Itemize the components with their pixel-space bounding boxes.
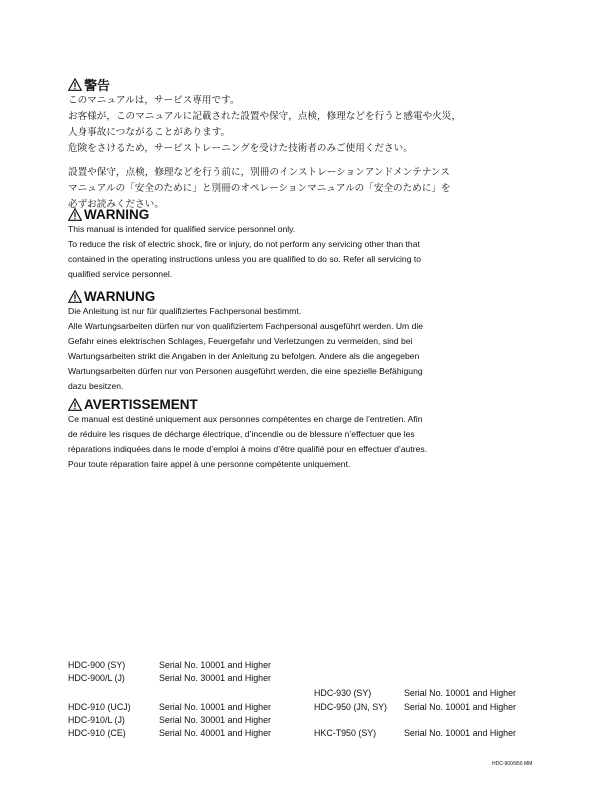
japanese-note-line: マニュアルの「安全のために」と別冊のオペレーションマニュアルの「安全のために」を	[68, 183, 451, 194]
german-warning-line: Wartungsarbeiten dürfen nur von Personen ausgeführt werden, die eine spezielle Befähigung	[68, 366, 423, 376]
english-warning-title: WARNING	[84, 206, 150, 222]
english-warning-section	[68, 206, 488, 282]
model-name: HKC-T950 (SY)	[314, 728, 377, 738]
model-name: HDC-910 (CE)	[68, 728, 126, 738]
warning-triangle-icon	[68, 290, 82, 303]
japanese-warning-line: このマニュアルは，サービス専用です。	[68, 95, 240, 106]
french-warning-line: de réduire les risques de décharge électrique, d’incendie ou de blessure n’effectuer que les	[68, 429, 415, 439]
serial-range: Serial No. 30001 and Higher	[159, 673, 271, 683]
japanese-warning-title: 警告	[84, 78, 111, 94]
french-warning-title: AVERTISSEMENT	[84, 396, 198, 412]
french-warning-heading	[68, 396, 488, 412]
model-name: HDC-930 (SY)	[314, 688, 372, 698]
french-warning-line: Pour toute réparation faire appel à une personne compétente uniquement.	[68, 459, 351, 469]
japanese-note-line: 設置や保守，点検，修理などを行う前に，別冊のインストレーションアンドメンテナンス	[68, 167, 450, 178]
english-warning-line: This manual is intended for qualified service personnel only.	[68, 224, 296, 234]
french-warning-line: réparations indiquées dans le mode d’emploi à moins d’être qualifié pour en effectuer d’autres.	[68, 444, 428, 454]
german-warning-line: Wartungsarbeiten strikt die Angaben in der Anleitung zu befolgen. Andere als die angegeben	[68, 351, 420, 361]
german-warning-line: Die Anleitung ist nur für qualifiziertes Fachpersonal bestimmt.	[68, 306, 302, 316]
english-warning-line: To reduce the risk of electric shock, fire or injury, do not perform any servicing other than that	[68, 239, 420, 249]
serial-number-table	[68, 660, 548, 750]
french-warning-section	[68, 396, 488, 472]
english-warning-line: qualified service personnel.	[68, 269, 173, 279]
model-name: HDC-950 (JN, SY)	[314, 702, 387, 712]
german-warning-line: Alle Wartungsarbeiten dürfen nur von qualifiziertem Fachpersonal ausgeführt werden. Um die	[68, 321, 424, 331]
japanese-warning-section	[68, 76, 488, 213]
german-warning-line: Gefahr eines elektrischen Schlages, Feuergefahr und Verletzungen zu vermeiden, sind bei	[68, 336, 413, 346]
german-warning-section	[68, 288, 488, 394]
warning-triangle-icon	[68, 78, 82, 91]
english-warning-heading	[68, 206, 488, 222]
serial-range: Serial No. 40001 and Higher	[159, 728, 271, 738]
japanese-warning-line: 人身事故につながることがあります。	[68, 127, 231, 138]
german-warning-title: WARNUNG	[84, 288, 156, 304]
german-warning-heading	[68, 288, 488, 304]
japanese-warning-heading	[68, 76, 488, 92]
warning-triangle-icon	[68, 398, 82, 411]
model-name: HDC-900/L (J)	[68, 673, 125, 683]
model-name: HDC-910 (UCJ)	[68, 702, 131, 712]
model-name: HDC-910/L (J)	[68, 715, 125, 725]
serial-range: Serial No. 30001 and Higher	[159, 715, 271, 725]
serial-range: Serial No. 10001 and Higher	[404, 728, 516, 738]
japanese-warning-line: 危険をさけるため，サービストレーニングを受けた技術者のみご使用ください。	[68, 143, 413, 154]
serial-range: Serial No. 10001 and Higher	[404, 688, 516, 698]
model-name: HDC-900 (SY)	[68, 660, 126, 670]
serial-range: Serial No. 10001 and Higher	[159, 702, 271, 712]
serial-range: Serial No. 10001 and Higher	[159, 660, 271, 670]
german-warning-line: dazu besitzen.	[68, 381, 124, 391]
serial-range: Serial No. 10001 and Higher	[404, 702, 516, 712]
french-warning-line: Ce manual est destiné uniquement aux personnes compétentes en charge de l’entretien. Afin	[68, 414, 423, 424]
japanese-warning-line: お客様が，このマニュアルに記載された設置や保守，点検，修理などを行うと感電や火災，	[68, 111, 461, 122]
manual-code-footer: HDC-900/950 MM	[492, 761, 533, 767]
english-warning-line: contained in the operating instructions unless you are qualified to do so. Refer all servicing to	[68, 254, 422, 264]
warning-triangle-icon	[68, 208, 82, 221]
japanese-note-line: 必ずお読みください。	[68, 199, 164, 210]
